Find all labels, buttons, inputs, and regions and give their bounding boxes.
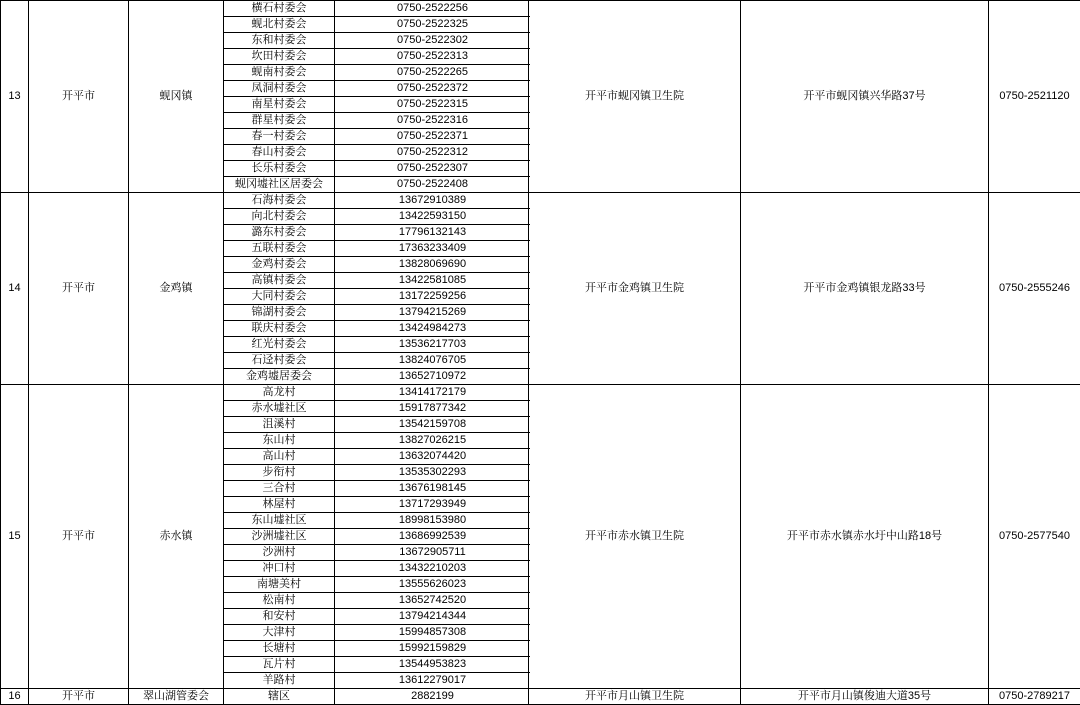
village-row [224, 49, 530, 65]
village-name: 辖区 [224, 689, 335, 704]
village-row [224, 321, 530, 337]
village-name: 锦湖村委会 [224, 305, 335, 321]
row-phone: 0750-2789217 [989, 689, 1080, 705]
village-tel: 13424984273 [335, 321, 531, 337]
village-tel: 13172259256 [335, 289, 531, 305]
village-row [224, 369, 530, 385]
village-tel: 13536217703 [335, 337, 531, 353]
village-row [224, 561, 530, 577]
village-row [224, 145, 530, 161]
village-row [224, 577, 530, 593]
village-row [224, 81, 530, 97]
village-name: 东山村 [224, 433, 335, 449]
village-name: 高镇村委会 [224, 273, 335, 289]
village-name: 瓦片村 [224, 657, 335, 673]
village-tel: 17796132143 [335, 225, 531, 241]
village-name: 林屋村 [224, 497, 335, 513]
village-name: 步衔村 [224, 465, 335, 481]
village-tel: 15994857308 [335, 625, 531, 641]
village-tel: 13672905711 [335, 545, 531, 561]
row-city: 开平市 [29, 385, 129, 689]
village-tel: 13652710972 [335, 369, 531, 385]
village-name: 长乐村委会 [224, 161, 335, 177]
village-name: 红光村委会 [224, 337, 335, 353]
village-name: 凤洞村委会 [224, 81, 335, 97]
village-name: 南星村委会 [224, 97, 335, 113]
row-city: 开平市 [29, 193, 129, 385]
village-name: 冲口村 [224, 561, 335, 577]
village-tel: 13542159708 [335, 417, 531, 433]
village-name: 金鸡墟居委会 [224, 369, 335, 385]
village-row [224, 449, 530, 465]
village-row [224, 17, 530, 33]
village-row [224, 305, 530, 321]
village-tel: 13414172179 [335, 385, 531, 401]
village-row [224, 289, 530, 305]
village-name: 沙洲墟社区 [224, 529, 335, 545]
row-address: 开平市金鸡镇银龙路33号 [741, 193, 989, 385]
row-hospital: 开平市赤水镇卫生院 [529, 385, 741, 689]
village-row [224, 529, 530, 545]
row-phone: 0750-2521120 [989, 1, 1080, 193]
row-number: 14 [1, 193, 29, 385]
village-row [224, 241, 530, 257]
village-row [224, 673, 530, 689]
village-name: 和安村 [224, 609, 335, 625]
village-row [224, 353, 530, 369]
village-tel: 15917877342 [335, 401, 531, 417]
village-name: 羊路村 [224, 673, 335, 689]
table-body [1, 1, 1080, 705]
village-tel: 13544953823 [335, 657, 531, 673]
village-name: 沙洲村 [224, 545, 335, 561]
village-tel: 0750-2522313 [335, 49, 531, 65]
row-hospital: 开平市月山镇卫生院 [529, 689, 741, 705]
village-row [224, 465, 530, 481]
village-tel: 0750-2522312 [335, 145, 531, 161]
table-row [1, 689, 1080, 705]
village-row [224, 113, 530, 129]
village-row [224, 385, 530, 401]
village-tel: 0750-2522256 [335, 1, 531, 17]
village-name: 高山村 [224, 449, 335, 465]
village-tel: 13535302293 [335, 465, 531, 481]
village-phone-list [224, 1, 529, 193]
row-hospital: 开平市蚬冈镇卫生院 [529, 1, 741, 193]
village-row [224, 65, 530, 81]
village-name: 春一村委会 [224, 129, 335, 145]
row-phone: 0750-2555246 [989, 193, 1080, 385]
row-number: 16 [1, 689, 29, 705]
village-row [224, 161, 530, 177]
village-row [224, 689, 530, 704]
village-row [224, 225, 530, 241]
row-town: 蚬冈镇 [129, 1, 224, 193]
village-phone-subtable [224, 385, 530, 688]
row-phone: 0750-2577540 [989, 385, 1080, 689]
village-row [224, 193, 530, 209]
row-address: 开平市蚬冈镇兴华路37号 [741, 1, 989, 193]
village-tel: 13717293949 [335, 497, 531, 513]
village-name: 蚬北村委会 [224, 17, 335, 33]
village-tel: 13676198145 [335, 481, 531, 497]
village-row [224, 401, 530, 417]
village-tel: 13686992539 [335, 529, 531, 545]
village-name: 南塘美村 [224, 577, 335, 593]
village-name: 坎田村委会 [224, 49, 335, 65]
village-name: 五联村委会 [224, 241, 335, 257]
village-row [224, 273, 530, 289]
village-phone-subtable [224, 689, 530, 704]
village-phone-list [224, 193, 529, 385]
village-name: 三合村 [224, 481, 335, 497]
village-tel: 13612279017 [335, 673, 531, 689]
village-row [224, 433, 530, 449]
village-row [224, 257, 530, 273]
row-town: 翠山湖管委会 [129, 689, 224, 705]
village-row [224, 337, 530, 353]
village-tel: 0750-2522408 [335, 177, 531, 193]
village-row [224, 657, 530, 673]
village-tel: 13652742520 [335, 593, 531, 609]
row-address: 开平市月山镇俊迪大道35号 [741, 689, 989, 705]
village-name: 横石村委会 [224, 1, 335, 17]
village-tel: 0750-2522371 [335, 129, 531, 145]
village-name: 联庆村委会 [224, 321, 335, 337]
village-name: 石海村委会 [224, 193, 335, 209]
row-address: 开平市赤水镇赤水圩中山路18号 [741, 385, 989, 689]
village-row [224, 33, 530, 49]
village-name: 东山墟社区 [224, 513, 335, 529]
village-tel: 0750-2522372 [335, 81, 531, 97]
village-tel: 0750-2522302 [335, 33, 531, 49]
village-tel: 13422581085 [335, 273, 531, 289]
table-row [1, 193, 1080, 385]
village-row [224, 209, 530, 225]
village-phone-subtable [224, 1, 530, 192]
village-name: 蚬南村委会 [224, 65, 335, 81]
village-name: 高龙村 [224, 385, 335, 401]
village-tel: 13794215269 [335, 305, 531, 321]
village-row [224, 417, 530, 433]
village-name: 石迳村委会 [224, 353, 335, 369]
village-tel: 18998153980 [335, 513, 531, 529]
village-name: 沮溪村 [224, 417, 335, 433]
village-row [224, 97, 530, 113]
village-phone-list [224, 385, 529, 689]
village-tel: 0750-2522316 [335, 113, 531, 129]
village-tel: 0750-2522315 [335, 97, 531, 113]
village-tel: 13672910389 [335, 193, 531, 209]
village-name: 东和村委会 [224, 33, 335, 49]
table-row [1, 385, 1080, 689]
village-row [224, 177, 530, 193]
village-tel: 13632074420 [335, 449, 531, 465]
village-row [224, 497, 530, 513]
row-hospital: 开平市金鸡镇卫生院 [529, 193, 741, 385]
row-number: 13 [1, 1, 29, 193]
village-tel: 13432210203 [335, 561, 531, 577]
row-number: 15 [1, 385, 29, 689]
village-tel: 0750-2522265 [335, 65, 531, 81]
village-tel: 15992159829 [335, 641, 531, 657]
village-tel: 2882199 [335, 689, 531, 704]
village-tel: 13827026215 [335, 433, 531, 449]
village-row [224, 593, 530, 609]
village-phone-list [224, 689, 529, 705]
row-town: 赤水镇 [129, 385, 224, 689]
table-row [1, 1, 1080, 193]
village-name: 大同村委会 [224, 289, 335, 305]
row-city: 开平市 [29, 1, 129, 193]
row-town: 金鸡镇 [129, 193, 224, 385]
village-tel: 13555626023 [335, 577, 531, 593]
village-row [224, 513, 530, 529]
village-name: 潞东村委会 [224, 225, 335, 241]
village-row [224, 129, 530, 145]
village-phone-subtable [224, 193, 530, 384]
village-tel: 13828069690 [335, 257, 531, 273]
village-tel: 0750-2522307 [335, 161, 531, 177]
row-city: 开平市 [29, 689, 129, 705]
village-tel: 13794214344 [335, 609, 531, 625]
village-row [224, 545, 530, 561]
village-name: 赤水墟社区 [224, 401, 335, 417]
village-name: 松南村 [224, 593, 335, 609]
village-row [224, 481, 530, 497]
village-name: 群星村委会 [224, 113, 335, 129]
village-name: 大津村 [224, 625, 335, 641]
village-row [224, 625, 530, 641]
village-row [224, 609, 530, 625]
village-tel: 13422593150 [335, 209, 531, 225]
village-tel: 13824076705 [335, 353, 531, 369]
village-name: 向北村委会 [224, 209, 335, 225]
village-tel: 0750-2522325 [335, 17, 531, 33]
village-row [224, 1, 530, 17]
village-name: 金鸡村委会 [224, 257, 335, 273]
village-tel: 17363233409 [335, 241, 531, 257]
village-name: 长塘村 [224, 641, 335, 657]
village-row [224, 641, 530, 657]
village-name: 春山村委会 [224, 145, 335, 161]
village-name: 蚬冈墟社区居委会 [224, 177, 335, 193]
